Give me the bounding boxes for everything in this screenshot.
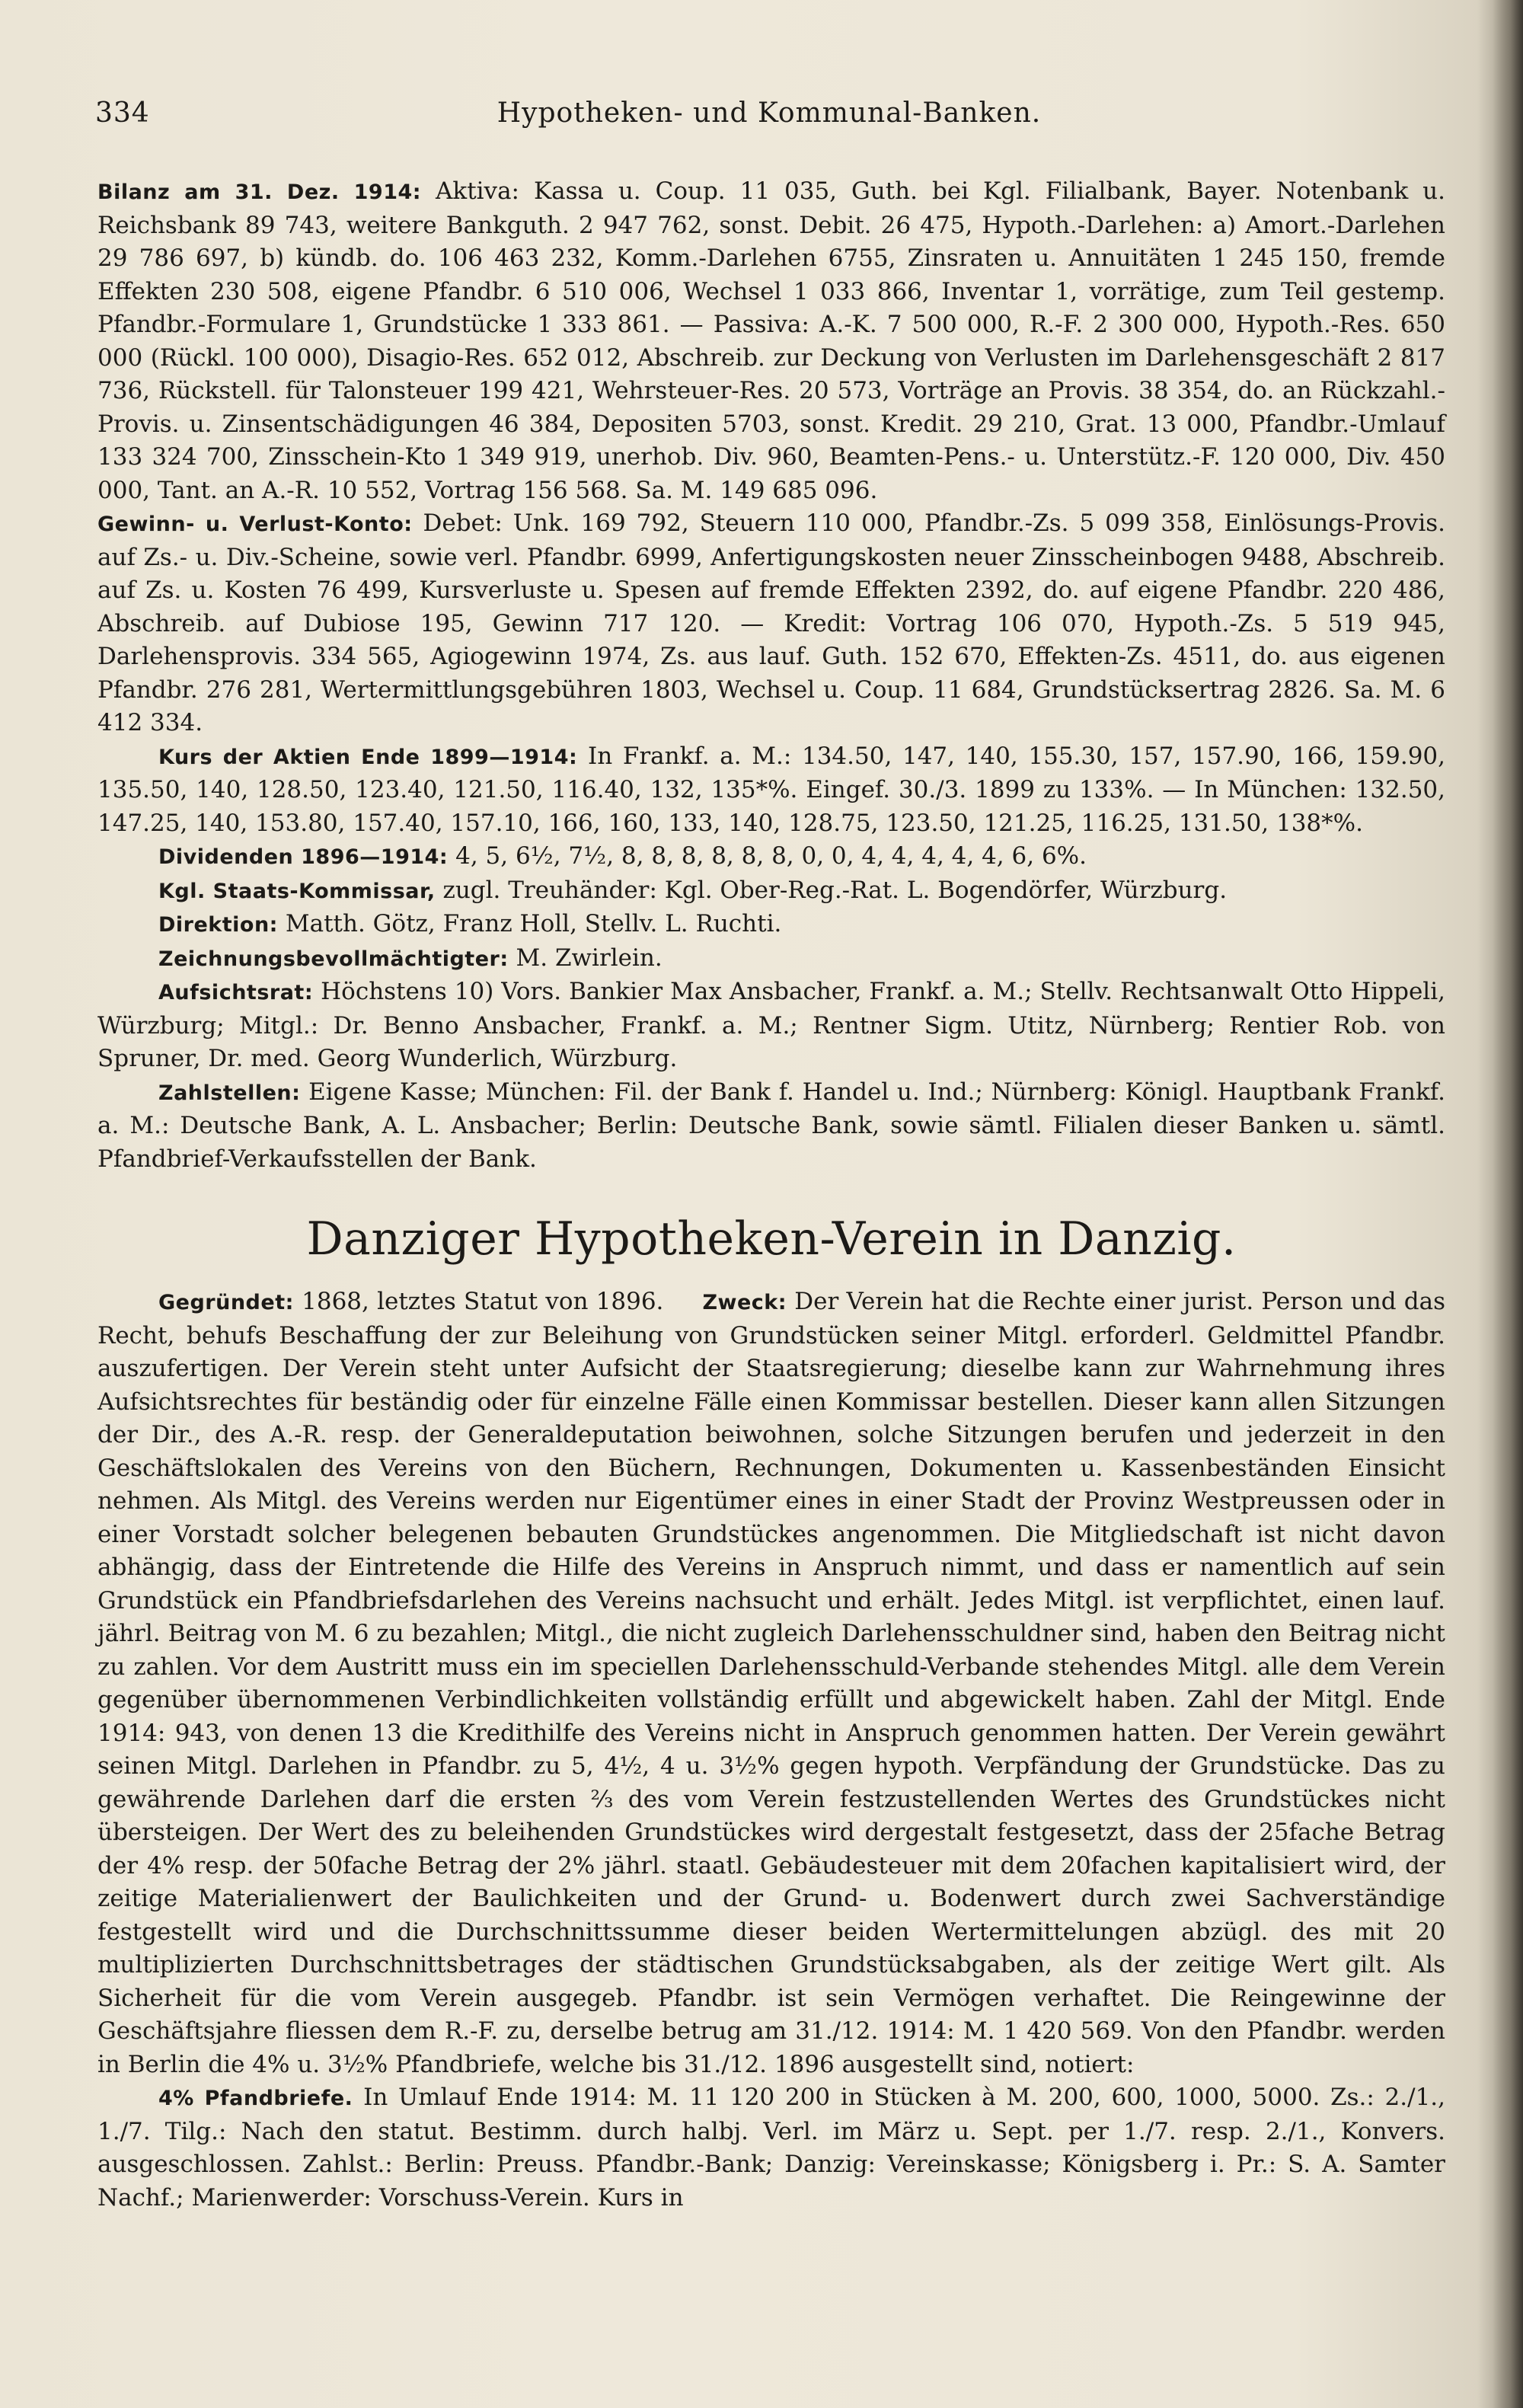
zweck-label: Zweck:: [702, 1291, 787, 1314]
zeichnung-text: M. Zwirlein.: [516, 944, 663, 972]
direktion-label: Direktion:: [158, 913, 278, 937]
gewinn-label: Gewinn- u. Verlust-Konto:: [97, 513, 413, 536]
page-header: [95, 97, 1443, 136]
pfandbriefe-paragraph: [97, 2081, 1445, 2215]
direktion-paragraph: [97, 908, 1445, 942]
aufsichtsrat-text: Höchstens 10) Vors. Bankier Max Ansbacher, Frankf. a. M.; Stellv. Rechtsanwalt Otto Hippeli, Würzburg; Mitgl.: Dr. Benno Ansbacher, Frankf. a. M.; Rentner Sigm. Utitz, Nürnberg; Rentier Rob. von Spruner, Dr. med. Georg Wunderlich, Würzburg.: [97, 978, 1445, 1072]
bilanz-paragraph: [97, 175, 1445, 507]
kurs-paragraph: [97, 740, 1445, 841]
bilanz-label: Bilanz am 31. Dez. 1914:: [97, 180, 422, 204]
page-body: [97, 175, 1445, 2215]
gewinn-paragraph: [97, 507, 1445, 740]
page-number: 334: [95, 97, 150, 129]
pfandbriefe-label: 4% Pfandbriefe.: [158, 2087, 353, 2110]
dividenden-label: Dividenden 1896—1914:: [158, 845, 449, 869]
gegruendet-label: Gegründet:: [158, 1291, 294, 1314]
gegruendet-zweck-paragraph: [97, 1285, 1445, 2081]
kommissar-paragraph: [97, 874, 1445, 909]
zweck-text: Der Verein hat die Rechte einer jurist. Person und das Recht, behufs Beschaffung der zur Beleihung von Grundstücken seiner Mitgl. erforderl. Geldmittel Pfandbr. auszufertigen. Der Verein steht unter Aufsicht der Staatsregierung; dieselbe kann zur Wahrnehmung ihres Aufsichtsrechtes für beständig oder für einzelne Fälle einen Kommissar bestellen. Dieser kann allen Sitzungen der Dir., des A.-R. resp. der Generaldeputation beiwohnen, solche Sitzungen berufen und jederzeit in den Geschäftslokalen des Vereins von den Büchern, Rechnungen, Dokumenten u. Kassenbeständen Einsicht nehmen. Als Mitgl. des Vereins werden nur Eigentümer eines in einer Stadt der Provinz Westpreussen oder in einer Vorstadt solcher belegenen bebauten Grundstückes angenommen. Die Mitgliedschaft ist nicht davon abhängig, dass der Eintretende die Hilfe des Vereins in Anspruch nimmt, und dass er namentlich auf sein Grundstück ein Pfandbriefsdarlehen des Vereins nachsucht und erhält. Jedes Mitgl. ist verpflichtet, einen lauf. jährl. Beitrag von M. 6 zu bezahlen; Mitgl., die nicht zugleich Darlehensschuldner sind, haben den Beitrag nicht zu zahlen. Vor dem Austritt muss ein im speciellen Darlehensschuld-Verbande stehendes Mitgl. alle dem Verein gegenüber übernommenen Verbindlichkeiten vollständig erfüllt und abgewickelt haben. Zahl der Mitgl. Ende 1914: 943, von denen 13 die Kredithilfe des Vereins nicht in Anspruch genommen hatten. Der Verein gewährt seinen Mitgl. Darlehen in Pfandbr. zu 5, 4½, 4 u. 3½% gegen hypoth. Verpfändung der Grundstücke. Das zu gewährende Darlehen darf die ersten ⅔ des vom Verein festzustellenden Wertes des Grundstückes nicht übersteigen. Der Wert des zu beleihenden Grundstückes wird dergestalt festgesetzt, dass der 25fache Betrag der 4% resp. der 50fache Betrag der 2% jährl. staatl. Gebäudesteuer mit dem 20fachen kapitalisiert wird, der zeitige Materialienwert der Baulichkeiten und der Grund- u. Bodenwert durch zwei Sachverständige festgestellt wird und die Durchschnittssumme dieser beiden Wertermittelungen abzügl. des mit 20 multiplizierten Durchschnittsbetrages der städtischen Grundstücksabgaben, als der zeitige Wert gilt. Als Sicherheit für die vom Verein ausgegeb. Pfandbr. ist sein Vermögen verhaftet. Die Reingewinne der Geschäftsjahre fliessen dem R.-F. zu, derselbe betrug am 31./12. 1914: M. 1 420 569. Von den Pfandbr. werden in Berlin die 4% u. 3½% Pfandbriefe, welche bis 31./12. 1896 ausgestellt sind, notiert:: [97, 1288, 1446, 2078]
section-title: Danziger Hypotheken-Verein in Danzig.: [306, 1212, 1237, 1266]
bilanz-text: Aktiva: Kassa u. Coup. 11 035, Guth. bei Kgl. Filialbank, Bayer. Notenbank u. Reichsbank 89 743, weitere Bankguth. 2 947 762, sonst. Debit. 26 475, Hypoth.-Darlehen: a) Amort.-Darlehen 29 786 697, b) kündb. do. 106 463 232, Komm.-Darlehen 6755, Zinsraten u. Annuitäten 1 245 150, fremde Effekten 230 508, eigene Pfandbr. 6 510 006, Wechsel 1 033 866, Inventar 1, vorrätige, zum Teil gestemp. Pfandbr.-Formulare 1, Grundstücke 1 333 861. — Passiva: A.-K. 7 500 000, R.-F. 2 300 000, Hypoth.-Res. 650 000 (Rückl. 100 000), Disagio-Res. 652 012, Abschreib. zur Deckung von Verlusten im Darlehensgeschäft 2 817 736, Rückstell. für Talonsteuer 199 421, Wehrsteuer-Res. 20 573, Vorträge an Provis. 38 354, do. an Rückzahl.-Provis. u. Zinsentschädigungen 46 384, Depositen 5703, sonst. Kredit. 29 210, Grat. 13 000, Pfandbr.-Umlauf 133 324 700, Zinsschein-Kto 1 349 919, unerhob. Div. 960, Beamten-Pens.- u. Unterstütz.-F. 120 000, Div. 450 000, Tant. an A.-R. 10 552, Vortrag 156 568. Sa. M. 149 685 096.: [97, 177, 1445, 504]
zeichnung-paragraph: [97, 942, 1445, 976]
aufsichtsrat-label: Aufsichtsrat:: [158, 981, 314, 1004]
kommissar-label: Kgl. Staats-Kommissar,: [158, 879, 436, 903]
kurs-label: Kurs der Aktien Ende 1899—1914:: [158, 745, 578, 769]
gewinn-text: Debet: Unk. 169 792, Steuern 110 000, Pfandbr.-Zs. 5 099 358, Einlösungs-Provis. auf Zs.- u. Div.-Scheine, sowie verl. Pfandbr. 6999, Anfertigungskosten neuer Zinsscheinbogen 9488, Abschreib. auf Zs. u. Kosten 76 499, Kursverluste u. Spesen auf fremde Effekten 2392, do. auf eigene Pfandbr. 220 486, Abschreib. auf Dubiose 195, Gewinn 717 120. — Kredit: Vortrag 106 070, Hypoth.-Zs. 5 519 945, Darlehensprovis. 334 565, Agiogewinn 1974, Zs. aus lauf. Guth. 152 670, Effekten-Zs. 4511, do. aus eigenen Pfandbr. 276 281, Wertermittlungsgebühren 1803, Wechsel u. Coup. 11 684, Grundstücksertrag 2826. Sa. M. 6 412 334.: [97, 509, 1445, 736]
direktion-text: Matth. Götz, Franz Holl, Stellv. L. Ruchti.: [285, 910, 782, 937]
zeichnung-label: Zeichnungsbevollmächtigter:: [158, 947, 509, 971]
kurs-text: In Frankf. a. M.: 134.50, 147, 140, 155.30, 157, 157.90, 166, 159.90, 135.50, 140, 128.50, 123.40, 121.50, 116.40, 132, 135*%. Eingef. 30./3. 1899 zu 133%. — In München: 132.50, 147.25, 140, 153.80, 157.40, 157.10, 166, 160, 133, 140, 128.75, 123.50, 121.25, 116.25, 131.50, 138*%.: [97, 742, 1446, 837]
zahlstellen-paragraph: [97, 1076, 1445, 1177]
zahlstellen-text: Eigene Kasse; München: Fil. der Bank f. Handel u. Ind.; Nürnberg: Königl. Hauptbank Frankf. a. M.: Deutsche Bank, A. L. Ansbacher; Berlin: Deutsche Bank, sowie sämtl. Filialen dieser Banken u. sämtl. Pfandbrief-Verkaufsstellen der Bank.: [97, 1078, 1445, 1173]
kommissar-text: zugl. Treuhänder: Kgl. Ober-Reg.-Rat. L. Bogendörfer, Würzburg.: [442, 876, 1228, 904]
pfandbriefe-text: In Umlauf Ende 1914: M. 11 120 200 in Stücken à M. 200, 600, 1000, 5000. Zs.: 2./1., 1./7. Tilg.: Nach den statut. Bestimm. durch halbj. Verl. im März u. Sept. per 1./7. resp. 2./1., Konvers. ausgeschlossen. Zahlst.: Berlin: Preuss. Pfandbr.-Bank; Danzig: Vereinskasse; Königsberg i. Pr.: S. A. Samter Nachf.; Marienwerder: Vorschuss-Verein. Kurs in: [97, 2084, 1445, 2212]
page-edge-shadow: [1493, 0, 1523, 2408]
gegruendet-text: 1868, letztes Statut von 1896.: [302, 1288, 664, 1315]
dividenden-paragraph: [97, 840, 1445, 874]
running-title: Hypotheken- und Kommunal-Banken.: [496, 97, 1042, 129]
dividenden-text: 4, 5, 6½, 7½, 8, 8, 8, 8, 8, 8, 0, 0, 4, 4, 4, 4, 4, 6, 6%.: [455, 842, 1087, 870]
aufsichtsrat-paragraph: [97, 976, 1445, 1076]
zahlstellen-label: Zahlstellen:: [158, 1081, 301, 1105]
